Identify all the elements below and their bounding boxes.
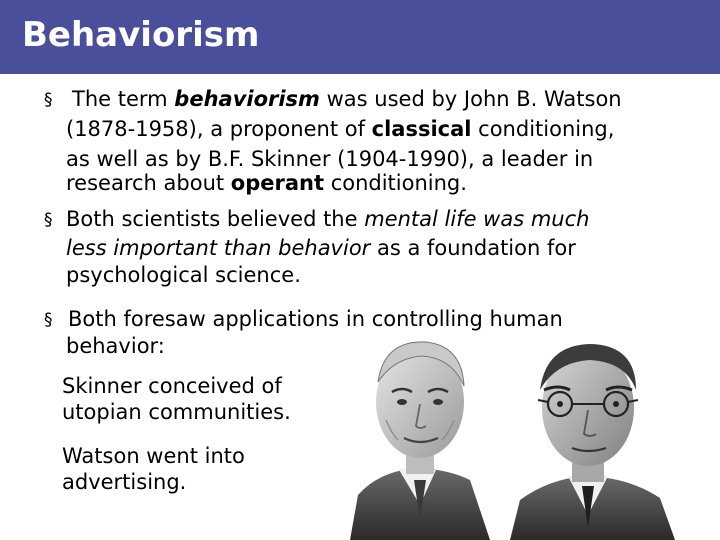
bullet1-line3: as well as by B.F. Skinner (1904-1990), a leader in <box>66 147 594 171</box>
bullet1-line4: research about operant conditioning. <box>66 171 467 195</box>
bullet1-line2: (1878-1958), a proponent of classical conditioning, <box>66 117 615 141</box>
skinner-portrait <box>350 342 490 540</box>
square-bullet-icon: § <box>44 90 53 110</box>
bullet1-line1: The term behaviorism was used by John B. Watson <box>72 87 622 111</box>
sub1-line2: utopian communities. <box>62 400 291 424</box>
bullet2-line2: less important than behavior as a foundation for <box>66 236 576 260</box>
skinner-and-watson-portraits <box>340 330 720 540</box>
square-bullet-icon: § <box>44 310 53 330</box>
slide-title: Behaviorism <box>22 15 260 55</box>
sub2-line2: advertising. <box>62 470 187 494</box>
bullet2-line1: Both scientists believed the mental life was much <box>66 207 590 231</box>
bullet3-line1: Both foresaw applications in controlling human <box>68 307 563 331</box>
sub1-line1: Skinner conceived of <box>62 374 282 398</box>
watson-portrait <box>510 344 675 540</box>
bullet2-line3: psychological science. <box>66 263 301 287</box>
square-bullet-icon: § <box>44 210 53 230</box>
sub2-line1: Watson went into <box>62 444 245 468</box>
bullet3-line2: behavior: <box>66 334 165 358</box>
